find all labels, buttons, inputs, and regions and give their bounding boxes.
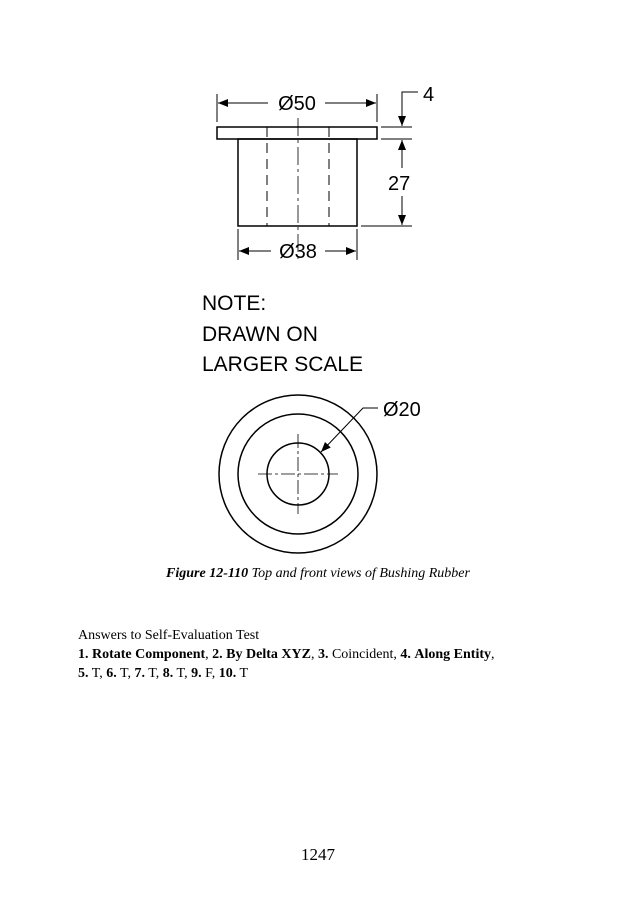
answer-text: F: [205, 666, 212, 681]
answers-line-2: 5. T, 6. T, 7. T, 8. T, 9. F, 10. T: [78, 666, 249, 681]
answer-num: 7.: [134, 666, 146, 681]
center-mark: [258, 434, 338, 514]
answer-text: By Delta XYZ: [226, 647, 311, 662]
dim-flange-thickness-label: 4: [423, 84, 435, 106]
answer-num: 2.: [212, 647, 223, 662]
answer-num: 8.: [162, 666, 174, 681]
note-line-1: NOTE:: [202, 292, 267, 315]
answer-text: Along Entity: [414, 647, 491, 662]
answers-section: [78, 626, 578, 683]
page-number: 1247: [301, 845, 335, 864]
dim-hole-diameter-label: Ø20: [383, 399, 421, 421]
flange: [217, 127, 377, 139]
note-line-3: LARGER SCALE: [202, 353, 364, 376]
answer-num: 1.: [78, 647, 89, 662]
answer-num: 3.: [317, 647, 329, 662]
dim-body-diameter-label: Ø38: [279, 241, 317, 263]
figure-caption: [0, 566, 636, 582]
answer-num: 4.: [400, 647, 411, 662]
answers-heading: Answers to Self-Evaluation Test: [78, 628, 260, 643]
answers-line-1: 1. Rotate Component, 2. By Delta XYZ, 3. Coincident, 4. Along Entity,: [78, 647, 495, 662]
answer-num: 6.: [106, 666, 117, 681]
answer-text: Coincident: [331, 647, 394, 662]
answer-num: 10.: [218, 666, 237, 681]
answer-text: T: [91, 666, 100, 681]
dim-flange-thickness: [381, 92, 418, 139]
answer-text: T: [176, 666, 185, 681]
note-line-2: DRAWN ON: [202, 323, 318, 346]
dim-body-height-label: 27: [388, 173, 411, 195]
body: [238, 139, 357, 226]
answer-text: T: [148, 666, 156, 681]
figure-number: Figure 12-110: [166, 566, 249, 581]
answer-text: T: [120, 666, 128, 681]
scale-note: [202, 292, 363, 376]
dim-overall-diameter-label: Ø50: [278, 93, 316, 115]
answer-text: T: [239, 666, 249, 681]
figure-caption-text: Top and front views of Bushing Rubber: [248, 566, 470, 581]
answer-num: 5.: [78, 666, 89, 681]
answer-text: Rotate Component: [92, 647, 206, 662]
top-view: [219, 395, 378, 553]
answer-num: 9.: [191, 666, 202, 681]
